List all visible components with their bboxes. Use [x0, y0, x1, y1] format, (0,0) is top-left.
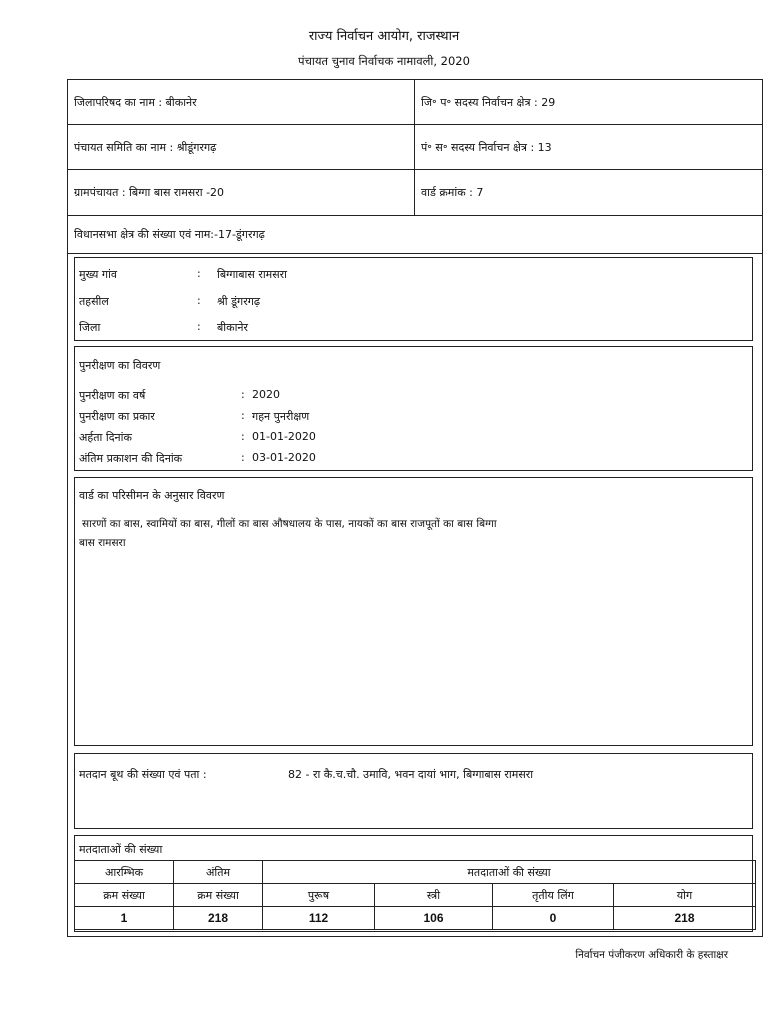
- signature-label: निर्वाचन पंजीकरण अधिकारी के हस्ताक्षर: [575, 949, 728, 961]
- ps-constituency: पं॰ स॰ सदस्य निर्वाचन क्षेत्र : 13: [415, 125, 763, 170]
- voter-count-table: [74, 860, 756, 930]
- revision-type-value: गहन पुनरीक्षण: [252, 410, 310, 423]
- end-serial-value: 218: [174, 907, 263, 930]
- ward-area-line-1: सारणों का बास, स्वामियों का बास, गीलों का बास औषधालय के पास, नायकों का बास राजपूतों का बास बिग्गा: [82, 518, 497, 530]
- info-row: [68, 216, 763, 254]
- assembly-constituency: विधानसभा क्षेत्र की संख्या एवं नाम:-17-डूंगरगढ़: [68, 216, 763, 254]
- tehsil-value: श्री डूंगरगढ़: [217, 295, 261, 308]
- start-serial-header-2: क्रम संख्या: [75, 884, 174, 907]
- zp-constituency: जि॰ प॰ सदस्य निर्वाचन क्षेत्र : 29: [415, 80, 763, 125]
- third-gender-count: 0: [493, 907, 614, 930]
- revision-heading: पुनरीक्षण का विवरण: [79, 359, 161, 372]
- start-serial-value: 1: [75, 907, 174, 930]
- table-row: [75, 884, 756, 907]
- revision-year-value: 2020: [252, 388, 280, 401]
- ward-area-line-2: बास रामसरा: [79, 537, 126, 549]
- info-row: [68, 125, 763, 170]
- location-box: [74, 257, 753, 341]
- publication-date-value: 03-01-2020: [252, 451, 316, 464]
- publication-date-sep: :: [241, 451, 245, 464]
- main-village-label: मुख्य गांव: [79, 268, 118, 281]
- publication-date-label: अंतिम प्रकाशन की दिनांक: [79, 452, 183, 465]
- revision-type-sep: :: [241, 409, 245, 422]
- district-council: जिलापरिषद का नाम : बीकानेर: [68, 80, 415, 125]
- total-count: 218: [614, 907, 756, 930]
- male-count: 112: [263, 907, 375, 930]
- female-header: स्त्री: [375, 884, 493, 907]
- voter-count-heading: मतदाताओं की संख्या: [79, 843, 163, 856]
- revision-year-label: पुनरीक्षण का वर्ष: [79, 389, 146, 402]
- document-subtitle: पंचायत चुनाव निर्वाचक नामावली, 2020: [298, 54, 470, 68]
- info-table: [67, 79, 763, 254]
- main-village-sep: :: [197, 267, 201, 280]
- end-serial-header-2: क्रम संख्या: [174, 884, 263, 907]
- main-village-value: बिग्गाबास रामसरा: [217, 268, 288, 281]
- booth-value: 82 - रा कै.च.चौ. उमावि, भवन दायां भाग, बिग्गाबास रामसरा: [288, 768, 534, 781]
- female-count: 106: [375, 907, 493, 930]
- table-row: [75, 907, 756, 930]
- qualifying-date-sep: :: [241, 430, 245, 443]
- info-row: [68, 80, 763, 125]
- total-header: योग: [614, 884, 756, 907]
- tehsil-sep: :: [197, 294, 201, 307]
- voter-group-header: मतदाताओं की संख्या: [263, 861, 756, 884]
- district-sep: :: [197, 320, 201, 333]
- gram-panchayat: ग्रामपंचायत : बिग्गा बास रामसरा -20: [68, 170, 415, 216]
- third-gender-header: तृतीय लिंग: [493, 884, 614, 907]
- district-label: जिला: [79, 321, 101, 334]
- start-serial-header-1: आरम्भिक: [75, 861, 174, 884]
- booth-label: मतदान बूथ की संख्या एवं पता :: [79, 768, 207, 781]
- qualifying-date-label: अर्हता दिनांक: [79, 431, 132, 444]
- panchayat-samiti: पंचायत समिति का नाम : श्रीडूंगरगढ़: [68, 125, 415, 170]
- district-value: बीकानेर: [217, 321, 249, 334]
- qualifying-date-value: 01-01-2020: [252, 430, 316, 443]
- end-serial-header-1: अंतिम: [174, 861, 263, 884]
- revision-type-label: पुनरीक्षण का प्रकार: [79, 410, 155, 423]
- tehsil-label: तहसील: [79, 295, 109, 308]
- ward-number: वार्ड क्रमांक : 7: [415, 170, 763, 216]
- table-row: [75, 861, 756, 884]
- booth-box: [74, 753, 753, 829]
- info-row: [68, 170, 763, 216]
- document-title: राज्य निर्वाचन आयोग, राजस्थान: [308, 29, 460, 44]
- male-header: पुरूष: [263, 884, 375, 907]
- revision-year-sep: :: [241, 388, 245, 401]
- ward-area-heading: वार्ड का परिसीमन के अनुसार विवरण: [79, 489, 225, 502]
